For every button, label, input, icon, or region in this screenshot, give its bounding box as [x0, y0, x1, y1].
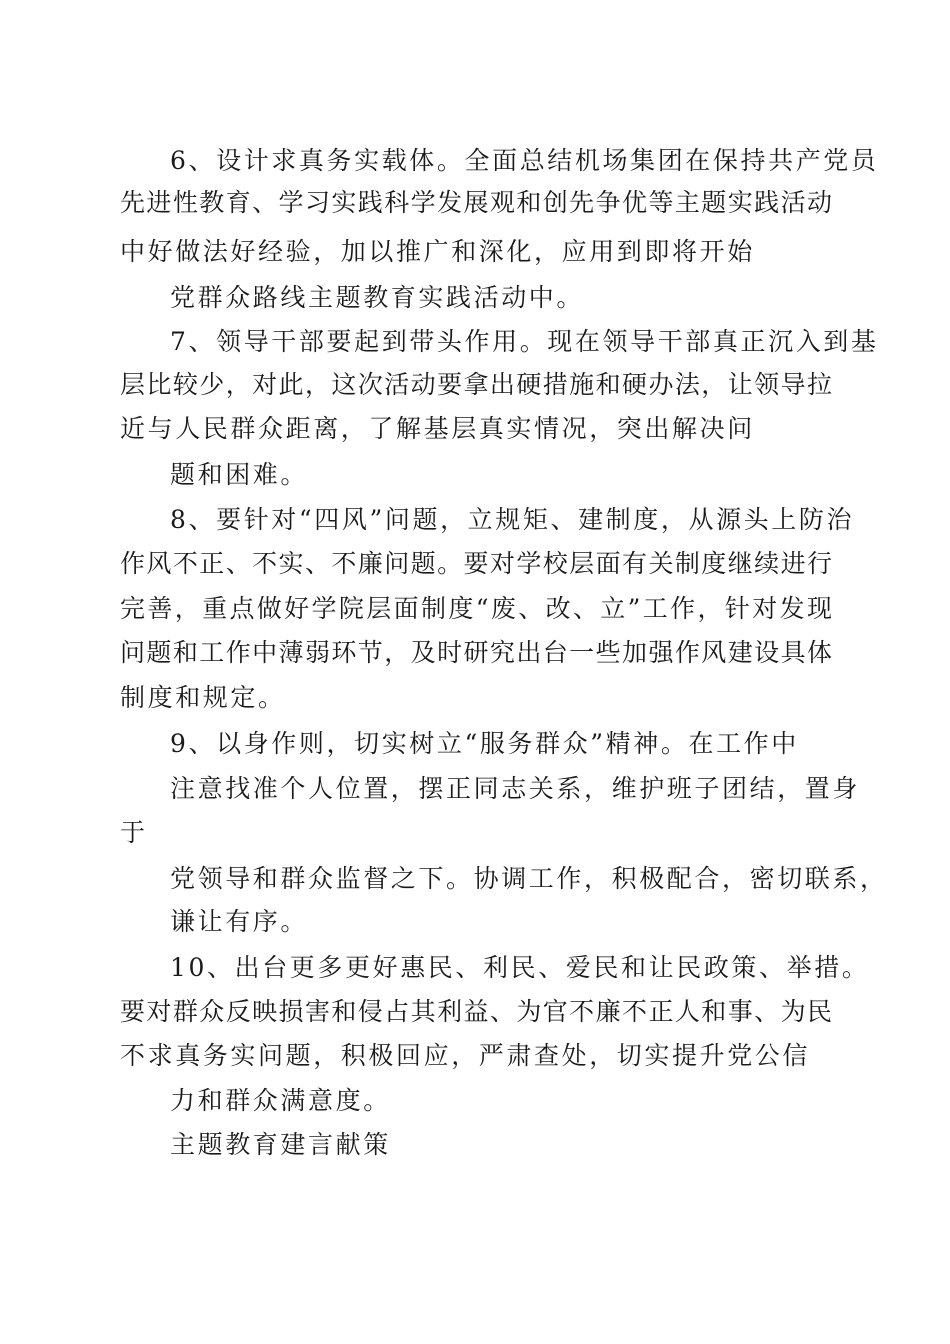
paragraph-7-line-4: 题和困难。 [170, 460, 309, 489]
paragraph-8-line-4: 问题和工作中薄弱环节，及时研究出台一些加强作风建设具体 [120, 638, 832, 667]
paragraph-10-line-2: 要对群众反映损害和侵占其利益、为官不廉不正人和事、为民 [120, 997, 832, 1026]
closing-title: 主题教育建言献策 [170, 1130, 391, 1159]
paragraph-6-line-2: 先进性教育、学习实践科学发展观和创先争优等主题实践活动 [120, 188, 832, 217]
paragraph-8-line-1: 8、要针对“四风”问题，立规矩、建制度，从源头上防治 [170, 505, 855, 534]
paragraph-9-line-3: 于 [120, 818, 148, 847]
paragraph-7-line-3: 近与人民群众距离，了解基层真实情况，突出解决问 [120, 414, 755, 443]
paragraph-10-line-3: 不求真务实问题，积极回应，严肃查处，切实提升党公信 [120, 1041, 811, 1070]
paragraph-8-line-5: 制度和规定。 [120, 683, 286, 712]
paragraph-9-line-4: 党领导和群众监督之下。协调工作，积极配合，密切联系， [170, 864, 888, 893]
paragraph-6-line-3: 中好做法好经验，加以推广和深化，应用到即将开始 [120, 237, 755, 266]
paragraph-9-line-5: 谦让有序。 [170, 907, 309, 936]
paragraph-10-line-1: 10、出台更多更好惠民、利民、爱民和让民政策、举措。 [170, 953, 870, 982]
paragraph-6-line-4: 党群众路线主题教育实践活动中。 [170, 283, 585, 312]
paragraph-9-line-1: 9、以身作则，切实树立“服务群众”精神。在工作中 [170, 729, 799, 758]
paragraph-7-line-2: 层比较少，对此，这次活动要拿出硬措施和硬办法，让领导拉 [120, 370, 832, 399]
paragraph-9-line-2: 注意找准个人位置，摆正同志关系，维护班子团结，置身 [170, 774, 861, 803]
paragraph-8-line-3: 完善，重点做好学院层面制度“废、改、立”工作，针对发现 [120, 594, 832, 623]
paragraph-8-line-2: 作风不正、不实、不廉问题。要对学校层面有关制度继续进行 [120, 549, 832, 578]
paragraph-7-line-1: 7、领导干部要起到带头作用。现在领导干部真正沉入到基 [170, 327, 879, 356]
paragraph-10-line-4: 力和群众满意度。 [170, 1086, 391, 1115]
paragraph-6-line-1: 6、设计求真务实载体。全面总结机场集团在保持共产党员 [170, 146, 879, 175]
